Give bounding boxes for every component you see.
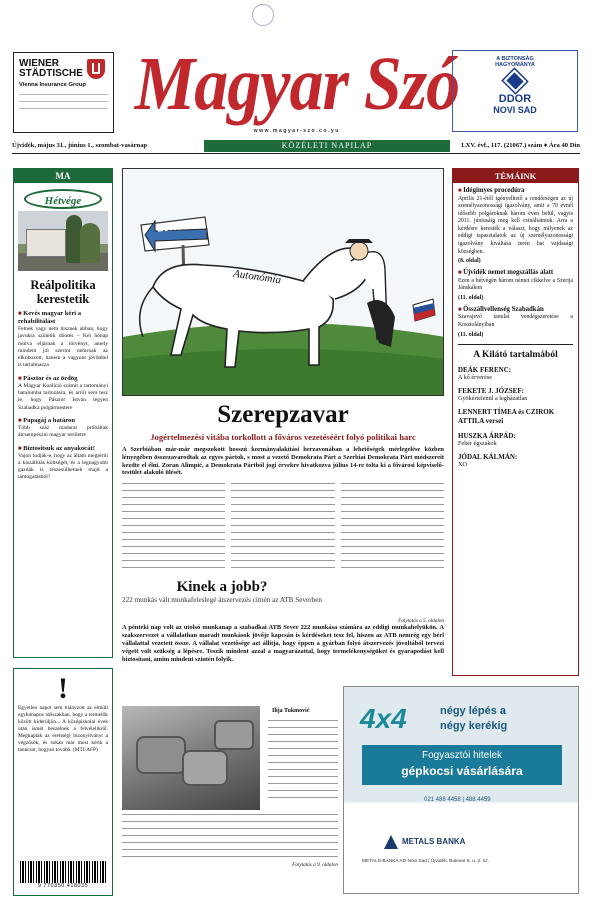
masthead-title: Magyar Szó — [134, 40, 460, 126]
ddor-top: A BIZTONSÁG HAGYOMÁNYA — [495, 56, 535, 68]
bank-line1: Fogyasztói hitelek — [421, 750, 503, 761]
kilato-work: Gyökértelenül a legházatlan — [458, 394, 528, 402]
kilato-work: A kő érverése — [458, 373, 493, 381]
kilato-item[interactable] — [458, 453, 573, 468]
left-column-ma — [13, 168, 113, 658]
lead-footer: Folytatás a 5. oldalon — [398, 618, 444, 624]
ad-wiener[interactable] — [13, 52, 114, 133]
second-subhead: 222 munkás vált munkafeleslegé átszervezés címén az ATB Severben — [122, 596, 322, 604]
temaink-item-title: ■ Újvidék nemet megszállás alatt — [458, 269, 573, 278]
issue-date: Újvidék, május 31., június 1., szombat-vasárnap — [12, 142, 148, 149]
second-article[interactable] — [122, 578, 322, 605]
masthead-stamp-icon — [252, 4, 274, 26]
kilato-title: A Kilátó tartalmából — [473, 349, 558, 360]
right-column-temaink — [452, 168, 579, 676]
temaink-item-page: (8. oldal) — [458, 258, 481, 265]
ma-item-title: ■ Kevés magyar kéri a rehabilitálást — [18, 310, 108, 326]
bank-slogan2: négy kerékig — [440, 720, 508, 732]
second-photo — [122, 706, 260, 810]
exclaim-text: Egyetlen napot sem hiányzott az elmúlt egyhónapos időszakban, hogy a termelők között kiderüljön... A középiskolai évek után ismét beszélnek a felvételikről. Megkapták az érettségi bizonyítványt a végzősök, és sokan már most kérik a tanácsot, hogyan tovább. (MTI/AFP) — [18, 705, 108, 753]
kilato-work: XO — [458, 460, 467, 468]
barcode — [20, 861, 106, 889]
kilato-item[interactable] — [458, 387, 573, 402]
ma-item[interactable] — [18, 310, 108, 370]
ad-ddor[interactable] — [452, 50, 578, 132]
cartoon — [122, 168, 444, 396]
second-headline: Kinek a jobb? — [176, 579, 268, 595]
ddor-city: NOVI SAD — [493, 105, 537, 115]
masthead-subtitle: KÖZÉLETI NAPILAP — [204, 140, 450, 152]
kilato-author: LENNERT TÍMEA és CZIROK ATTILA versei — [458, 407, 555, 425]
ma-item-title: ■ Biztosítsuk az anyakocát! — [18, 445, 108, 453]
ma-item-text: Több száz madarat próbáltak átcsempészni magyar területre — [18, 424, 108, 439]
ma-item[interactable] — [18, 445, 108, 482]
weekend-logo — [24, 189, 102, 209]
weekend-logo-text: Hétvége — [44, 195, 82, 207]
temaink-item-title: ■ Összállvellenség Szabadkán — [458, 306, 573, 315]
second-author: Ilija Tukmović — [272, 708, 310, 714]
kilato-item[interactable] — [458, 366, 573, 381]
cartoon-sign-label: EURÓPA — [156, 220, 196, 234]
wiener-line1: WIENER — [19, 58, 59, 69]
bank-ad[interactable] — [343, 686, 579, 894]
kilato-item[interactable] — [458, 408, 573, 426]
ma-items — [18, 310, 108, 482]
kilato-author: JÓDAL KÁLMÁN: — [458, 452, 518, 461]
kilato-author: FEKETE J. JÓZSEF: — [458, 386, 524, 395]
lead-subhead: Jogértelmezési vitába torkollott a főváros vezetéséért folyó politikai harc — [150, 432, 416, 442]
bank-badge: 4x4 — [360, 703, 407, 734]
wiener-line2: STÄDTISCHE — [19, 68, 83, 79]
wiener-crest-icon — [87, 59, 105, 79]
temaink-item-text: Ezen a hétvégén három német cikkelve a Szerija Jánskákon — [458, 277, 573, 292]
temaink-header: TÉMÁINK — [453, 169, 578, 183]
bank-logo-icon — [384, 835, 398, 849]
kilato-author: DEÁK FERENC: — [458, 365, 512, 374]
ddor-logo-icon — [503, 69, 526, 92]
bank-line2: gépkocsi vásárlására — [401, 764, 523, 778]
ma-headline: Reálpolitika kerestetik — [30, 278, 96, 306]
bank-slogan1: négy lépés a — [440, 705, 507, 717]
bank-banner — [362, 745, 562, 785]
ma-header: MA — [14, 169, 112, 183]
bank-name: METALS BANKA — [402, 837, 466, 846]
ma-item-text: Vajon tudják-e, hogy az állam megtéríti a kiszállítás költségét, és a legnagyobb gazdák is részesülhetnek majd a támogatásból? — [18, 452, 108, 481]
ma-item-text: Felnek vagy nem hisznek abban, hogy javukra születik döntés – Kéi hónap múlva eljárnak a törvényt, amely mindent jól szerint nemcsak az elkobozott, hanem a vagyont jövőtétel is tartalmazza — [18, 326, 108, 369]
ddor-brand: DDOR — [498, 93, 532, 105]
temaink-item-title: ■ Idégimyes procedúra — [458, 187, 573, 196]
exclaim-box — [13, 668, 113, 896]
cartoon-illustration — [123, 169, 444, 396]
temaink-item-page: (11. oldal) — [458, 294, 484, 301]
barcode-number: 9 770350 418035 — [37, 883, 89, 889]
ma-item-text: A Magyar Koalíció számít a tartományi hatalomba tartozásra, és arról sem tesz le, hogy Pásztor István legyen Szabadka polgármestere — [18, 382, 108, 411]
cartoon-horse-label: Autonómia — [232, 267, 282, 287]
bank-address: METALS-BANKA AD Novi Sad | Újvidék, Bulevar 8. u. 2. sz. — [362, 859, 489, 864]
exclaim-mark: ! — [58, 672, 68, 705]
second-intro: A pénteki nap volt az utolsó munkanap a szabadkai ATB Sever 222 munkása számára az eddigi munkahelyükön. A szakszervezet a vállalathan maradt munkások jövője kapcsán is kérdéseket tesz fel, hiszen az ATB nemrég egy bérl vállalattal vezetett össze. A vállalat vezetősége azt állítja, hogy éppen a gyárban folyó átszervezés jóvoltából tervezi végett volt szükség a lépésre. Teszik mindent azzal a magyarázattal, hogy termelékenységüket és gyarapodást kell biztosítani, amim mindent szintén folyik. — [122, 624, 444, 663]
kilato-author: HUSZKA ÁRPÁD: — [458, 431, 516, 440]
ma-photo — [18, 211, 108, 271]
bank-phone: 021 488 4458 | 488 4459 — [424, 797, 491, 803]
wiener-line3: Vienna Insurance Group — [19, 82, 86, 88]
temaink-item[interactable] — [458, 187, 573, 264]
ma-item-title: ■ Pásztor és az ördög — [18, 375, 108, 383]
lead-article[interactable] — [122, 400, 444, 573]
ma-item[interactable] — [18, 375, 108, 412]
temaink-item-text: Április 21-étől igényelhető a rendőrségen az új személyazonossági igazolvány, amit a 70 évnél idősebb polgároknak három éven belül, vagyis 2011. júniusáig meg kell csináltatniuk. Arra a kérdésre keresték a választ, hogy milyenek az eddigi tapasztalatok az új személyazonossági igazolvány kiváltása terén hat vajdasági községben. — [458, 195, 573, 255]
ma-item[interactable] — [18, 417, 108, 440]
temaink-item-page: (11. oldal) — [458, 331, 484, 338]
kilato-item[interactable] — [458, 432, 573, 447]
lead-headline: Szerepzavar — [217, 401, 349, 428]
kilato-work: Fehér égszakok — [458, 439, 497, 447]
lead-intro: A Szerbiában már-már megszokott hosszú kormányalakítási herzavonában a lehetőségek mérlegelése közben lényegében összezavarodtak az egyes pártok, s most a vezető Demokrata Párt a Szerbiai Demokrata Párt módszereit kezdte el élni. Zoran Alimpić, a Demokrata Pártból jogi érvekre hivatkozva július 14-re tolta ki a fővárosi képviselő-testület alakuló ülését. — [122, 446, 444, 477]
temaink-item-text: Szavajevó tanulat vendégszeretése a Kosztolányiban — [458, 314, 573, 329]
masthead-url: w w w . m a g y a r - s z o . c o . y u — [253, 128, 339, 134]
second-footer: Folytatás a 9. oldalon — [292, 862, 338, 868]
temaink-item[interactable] — [458, 269, 573, 301]
date-strip — [12, 140, 580, 158]
temaink-item[interactable] — [458, 306, 573, 338]
ma-item-title: ■ Papagáj a határon — [18, 417, 108, 425]
issue-number: LXV. évf., 117. (21067.) szám ♦ Ára 40 Din — [461, 142, 580, 149]
